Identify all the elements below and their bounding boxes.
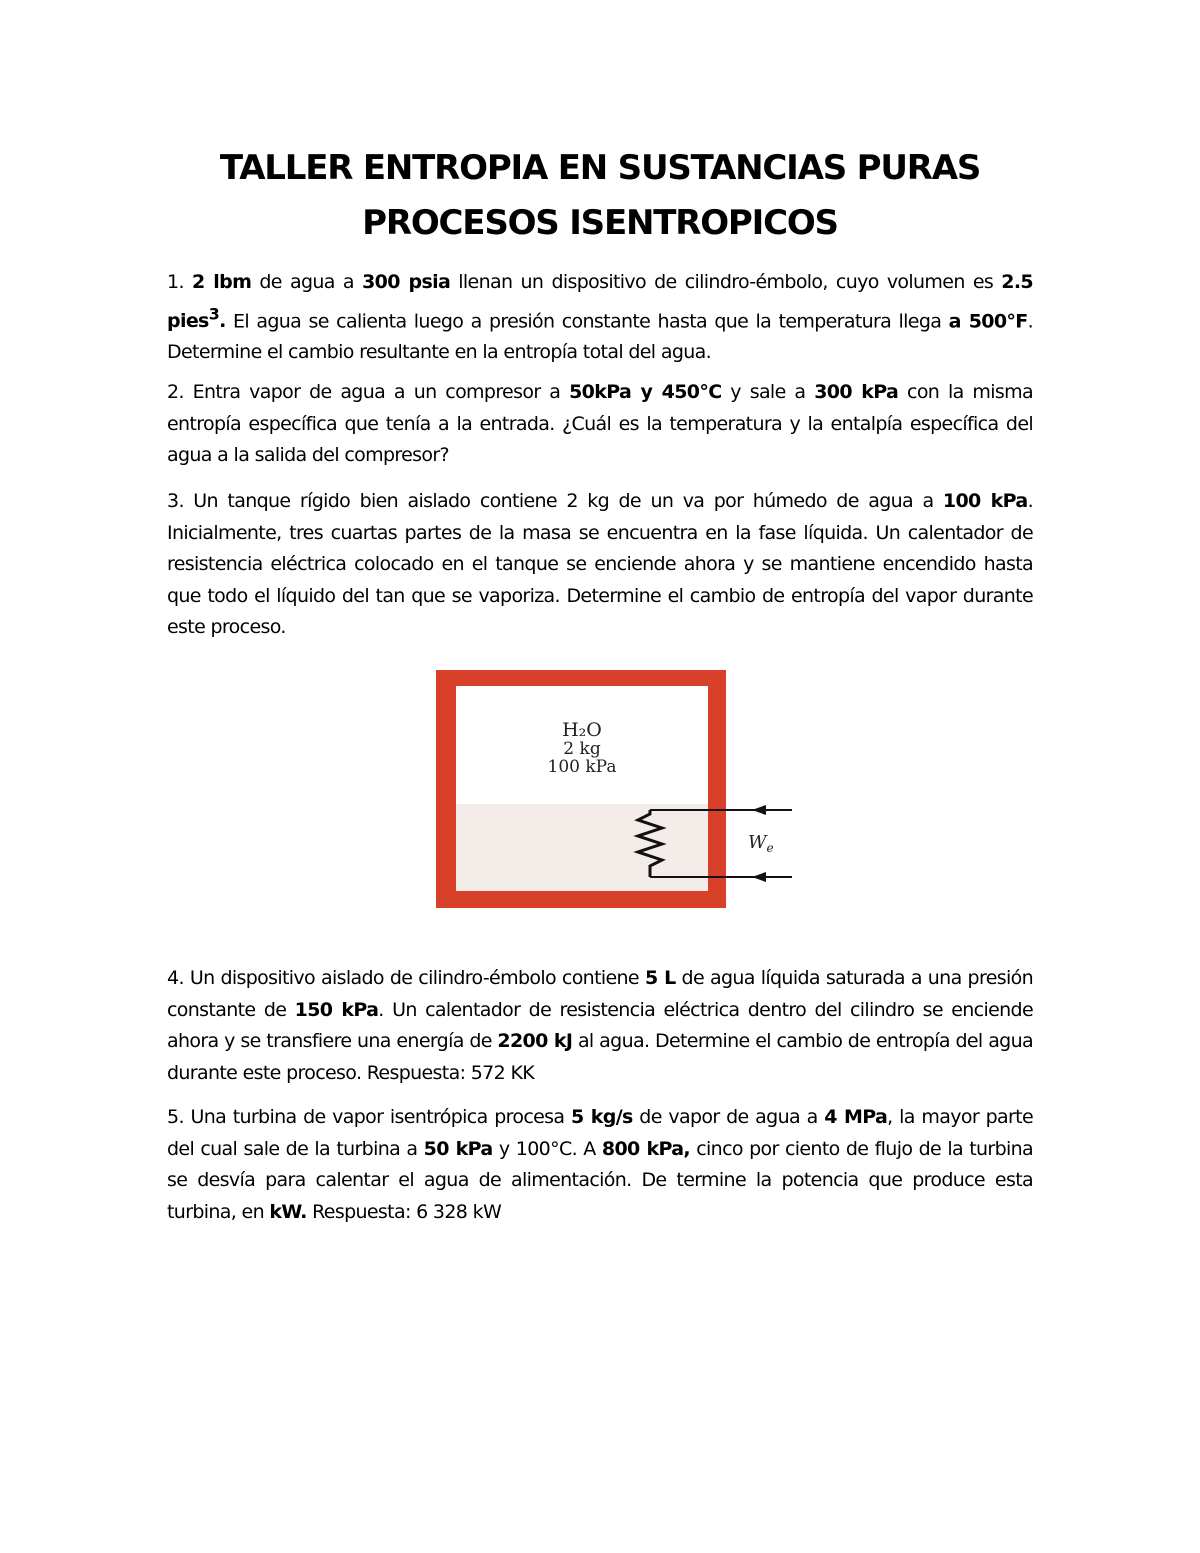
bold-value: 50 kPa — [423, 1137, 493, 1160]
text-run: . Inicialmente, tres cuartas partes de la masa se encuentra en la fase líquida. Un calentador de resistencia eléctrica colocado en el tanque se enciende ahora y se mantiene encendido hasta que todo el líquido del tan que se vaporiza. Determine el cambio de entropía del vapor durante este proceso. — [167, 490, 1033, 638]
problem-number: 1. — [167, 271, 184, 293]
text-run: al agua. Determine el cambio de entropía del agua durante este proceso. Respuesta: 572 KK — [167, 1030, 1033, 1084]
text-run: Una turbina de vapor isentrópica procesa — [183, 1106, 572, 1128]
bold-period: . — [219, 309, 226, 332]
bold-value: 5 kg/s — [571, 1106, 633, 1128]
text-run: de agua a — [251, 271, 363, 293]
problem-3 — [167, 486, 1033, 644]
tank-heater-figure — [430, 664, 800, 914]
problem-number: 5. — [167, 1106, 184, 1128]
bold-value-text: 2.5 pies — [167, 271, 1034, 332]
title-line-1: TALLER ENTROPIA EN SUSTANCIAS PURAS — [219, 148, 981, 188]
bold-value: 5 L — [644, 967, 676, 989]
text-run: El agua se calienta luego a presión constante hasta que la temperatura llega — [225, 309, 949, 332]
text-run: . Un calentador de resistencia eléctrica dentro del cilindro se enciende ahora y se transfiere una energía de — [167, 998, 1033, 1052]
text-run: Un dispositivo aislado de cilindro-émbolo contiene — [183, 967, 645, 989]
text-run: llenan un dispositivo de cilindro-émbolo, cuyo volumen es — [450, 271, 1002, 293]
problem-4 — [167, 963, 1033, 1089]
label-substance: H₂O — [562, 719, 602, 741]
bold-value: 50kPa y 450°C — [569, 381, 722, 403]
arrow-in-icon — [752, 872, 766, 882]
label-mass: 2 kg — [563, 739, 601, 759]
text-run: y 100°C. A — [492, 1137, 602, 1160]
bold-value: 4 MPa — [824, 1106, 888, 1128]
bold-value: 300 psia — [362, 271, 451, 293]
problem-5 — [167, 1102, 1033, 1228]
tank-diagram — [430, 664, 800, 914]
text-run: . Determine el cambio resultante en la entropía total del agua. — [167, 309, 1033, 364]
problem-number: 3. — [167, 490, 184, 512]
bold-value: kW. — [269, 1200, 307, 1223]
label-work-subscript: e — [766, 841, 774, 855]
bold-value: 150 kPa — [294, 998, 379, 1021]
label-work-main: W — [748, 832, 767, 853]
text-run: cinco por ciento de flujo de la turbina se desvía para calentar el agua de alimentación. De termine la potencia que produce esta turbina, en — [167, 1137, 1034, 1223]
text-run: de vapor de agua a — [632, 1106, 825, 1128]
text-run: con la misma entropía específica que tenía a la entrada. ¿Cuál es la temperatura y la entalpía específica del agua a la salida del compresor? — [167, 381, 1033, 466]
arrow-in-icon — [752, 805, 766, 815]
label-work — [748, 832, 774, 855]
superscript: 3 — [208, 304, 220, 324]
problem-number: 4. — [167, 967, 184, 989]
text-run: de agua líquida saturada a una presión constante de — [167, 967, 1033, 1021]
bold-value: 2200 kJ — [497, 1030, 573, 1052]
bold-value: 800 kPa, — [601, 1137, 690, 1160]
bold-value: a 500°F — [948, 309, 1028, 332]
bold-value: 2 lbm — [191, 271, 252, 293]
title-line-2: PROCESOS ISENTROPICOS — [362, 203, 838, 243]
text-run: Respuesta: 6 328 kW — [306, 1200, 502, 1223]
problem-2 — [167, 377, 1033, 472]
text-run: Un tanque rígido bien aislado contiene 2 kg de un va por húmedo de agua a — [183, 490, 943, 512]
label-pressure: 100 kPa — [547, 757, 617, 777]
problem-1 — [167, 267, 1033, 369]
bold-value: 300 kPa — [814, 381, 899, 403]
text-run: y sale a — [721, 381, 815, 403]
text-run: , la mayor parte del cual sale de la turbina a — [167, 1106, 1034, 1160]
bold-value: 100 kPa — [942, 490, 1028, 512]
problem-number: 2. — [167, 381, 184, 403]
text-run: Entra vapor de agua a un compresor a — [183, 381, 570, 403]
